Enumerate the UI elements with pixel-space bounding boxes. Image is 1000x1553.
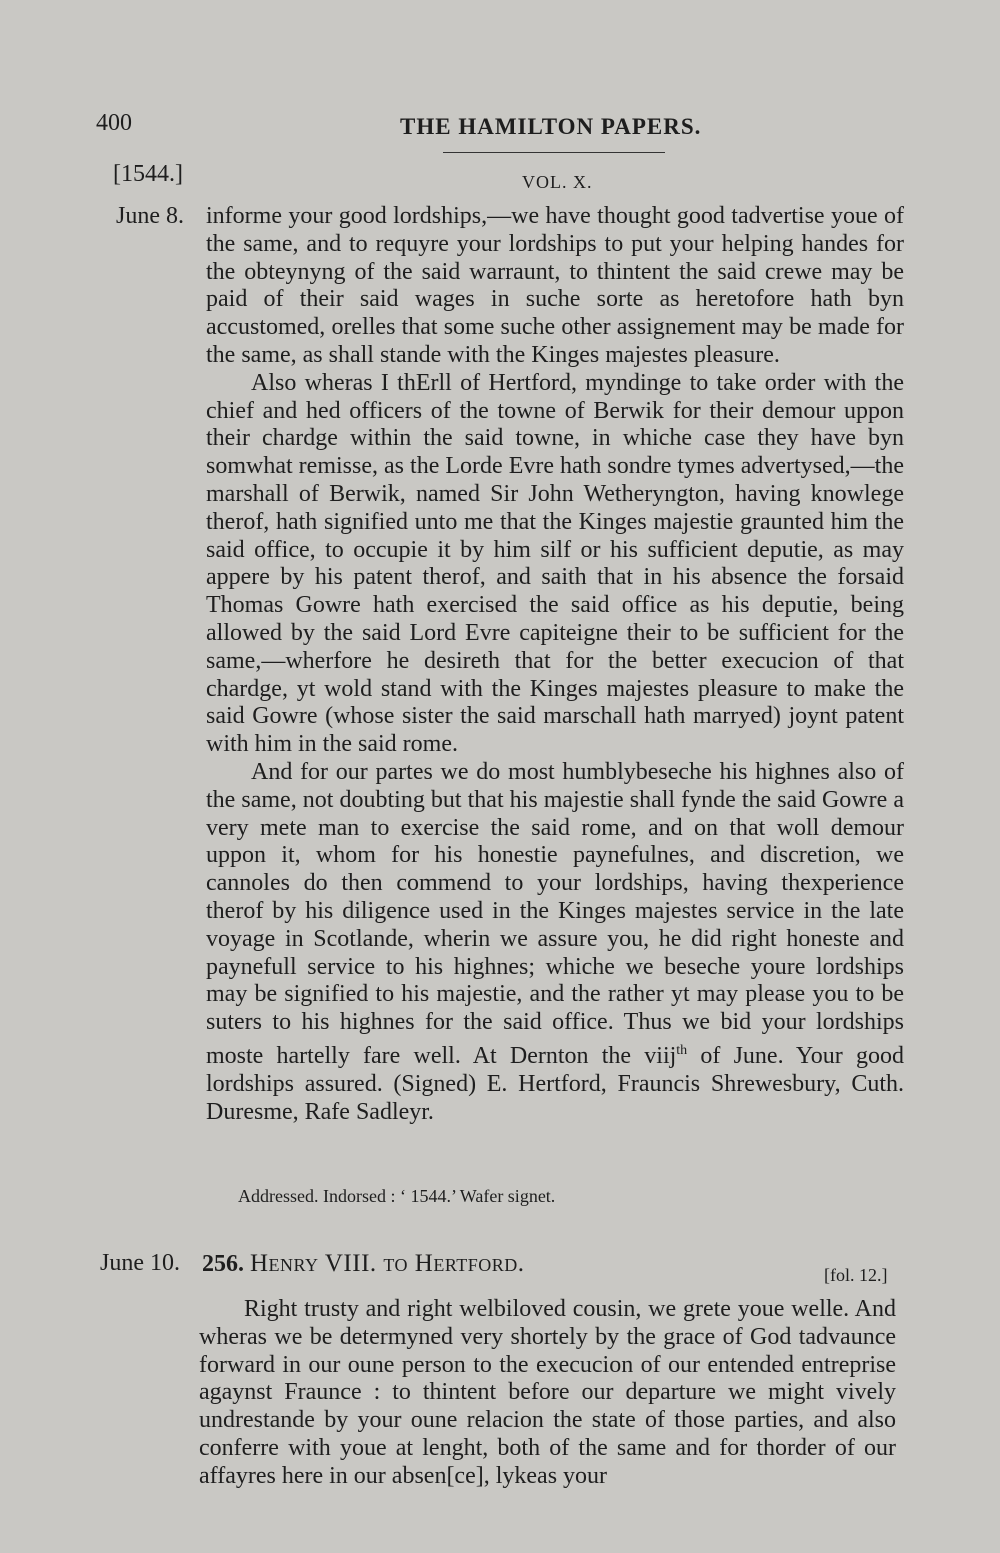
entry-title: Henry VIII. to Hertford. [250, 1250, 525, 1277]
year-marginal-note: [1544.] [113, 161, 183, 187]
running-title: THE HAMILTON PAPERS. [400, 114, 702, 139]
folio-reference: [fol. 12.] [824, 1265, 888, 1285]
superscript-th: th [676, 1042, 688, 1058]
page-number: 400 [96, 110, 132, 136]
entry-1-paragraph-1: informe your good lordships,—we have thought good tadvertise youe of the same, and to requyre your lordships to put your helping handes for the obteynyng of the said warraunt, to thintent the said crewe may be paid of their said wages in suche sorte as heretofore hath byn accustomed, orelles that some suche other assignement may be made for the same, as shall stande with the Kinges majestes pleasure. [206, 203, 904, 368]
volume-note: VOL. X. [522, 172, 593, 192]
entry-2-heading [202, 1250, 525, 1278]
entry-1-date: June 8. [116, 203, 184, 229]
addressed-note: Addressed. Indorsed : ‘ 1544.’ Wafer signet. [238, 1186, 556, 1206]
header-rule [443, 152, 665, 153]
paragraph-3-close: of June. Your good lordships assured. (Signed) E. Hertford, Frauncis Shrewesbury, Cuth. Duresme, Rafe Sadleyr. [206, 1042, 905, 1125]
entry-1-body [206, 203, 904, 1126]
entry-1-paragraph-2: Also wheras I thErll of Hertford, myndinge to take order with the chief and hed officers of the towne of Berwik for their demour uppon their chardge within the said towne, in whiche case they have byn somwhat remisse, as the Lorde Evre hath sondre tymes advertysed,—the marshall of Berwik, named Sir John Wetheryngton, having knowlege therof, hath signified unto me that the Kinges majestie graunted him the said office, to occupie it by him silf or his sufficient deputie, as may appere by his patent therof, and saith that in his absence the forsaid Thomas Gowre hath exercised the said office as his deputie, being allowed by the said Lord Evre capiteigne their to be sufficient for the same,—wherfore he desireth that for the better execucion of that chardge, yt wold stand with the Kinges majestes pleasure to make the said Gowre (whose sister the said marschall hath marryed) joynt patent with him in the said rome. [206, 369, 904, 758]
entry-1-paragraph-3 [206, 759, 904, 1126]
entry-2-date: June 10. [100, 1250, 180, 1276]
paragraph-3-text: And for our partes we do most humblybeseche his highnes also of the same, not doubting but that his majestie shall fynde the said Gowre a very mete man to exercise the said rome, and on that woll demour uppon it, whom for his honestie paynefulnes, and discretion, we cannoles do then commend to your lordships, having thexperience therof by his diligence used in the Kinges majestes service in the late voyage in Scotlande, wherin we assure you, he did right honeste and paynefull service to his highnes; whiche we beseche youre lordships may be signified to his majestie, and the rather yt may please you to be suters to his highnes for the said office. Thus we bid your lordships moste hartelly fare well. At Dernton the viij [206, 758, 904, 1069]
entry-number: 256. [202, 1251, 244, 1277]
entry-2-body [199, 1296, 896, 1491]
entry-2-paragraph: Right trusty and right welbiloved cousin, we grete youe welle. And wheras we be determyned very shortely by the grace of God tadvaunce forward in our oune person to the execucion of our entended entreprise agaynst Fraunce : to thintent before our departure we might vively undrestande by your oune relacion the state of those parties, and also conferre with youe at lenght, both of the same and for thorder of our affayres here in our absen[ce], lykeas your [199, 1296, 896, 1489]
